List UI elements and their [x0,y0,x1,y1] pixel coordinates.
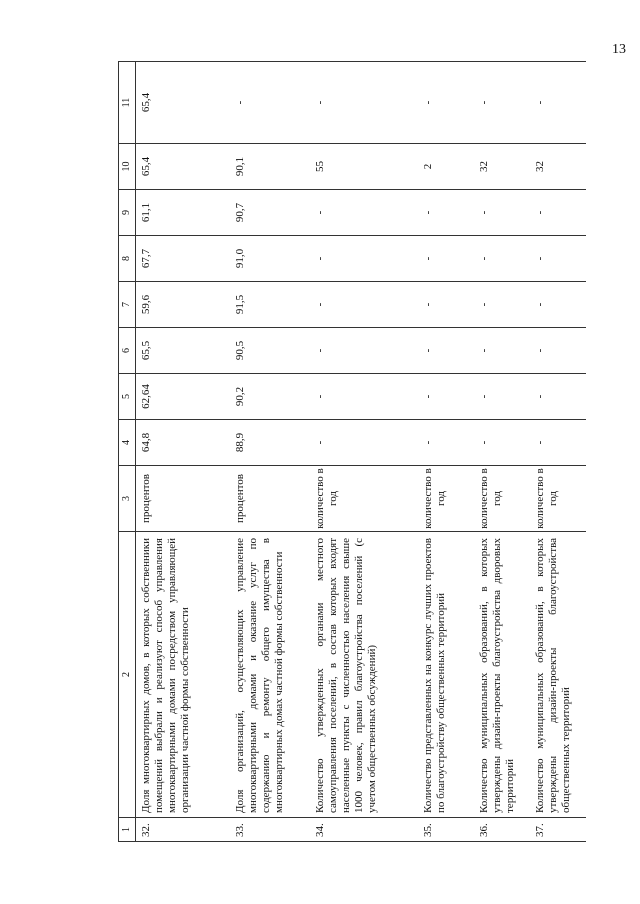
value-cell: - [230,62,310,144]
unit-cell: процентов [230,466,310,532]
indicator-name: Доля многоквартирных домов, в которых собственники помещений выбрали и реализуют способ управления многоквартирными домами посредством управляющей организации частной формы собственности [136,532,230,818]
value-cell: 91,0 [230,236,310,282]
value-cell: - [530,282,586,328]
header-cell: 6 [119,328,136,374]
value-cell: 67,7 [136,236,230,282]
value-cell: 65,4 [136,144,230,190]
header-cell: 9 [119,190,136,236]
table-row [310,62,418,842]
row-number: 33. [230,818,310,842]
indicator-name: Доля организаций, осуществляющих управление многоквартирными домами и оказание услуг по содержанию и ремонту общего имущества в многоквартирных домах частной формы собственности [230,532,310,818]
indicator-name: Количество муниципальных образований, в которых утверждены дизайн-проекты благоустройства дворовых территорий [474,532,530,818]
indicator-name: Количество представленных на конкурс лучших проектов по благоустройству общественных территорий [418,532,474,818]
indicators-table [118,61,586,842]
unit-cell: количество в год [418,466,474,532]
value-cell: - [474,374,530,420]
unit-cell: количество в год [530,466,586,532]
unit-cell: количество в год [310,466,418,532]
value-cell: - [530,420,586,466]
value-cell: 32 [530,144,586,190]
value-cell: - [530,374,586,420]
value-cell: 90,1 [230,144,310,190]
row-number: 37. [530,818,586,842]
table-row [230,62,310,842]
value-cell: 62,64 [136,374,230,420]
value-cell: - [418,62,474,144]
value-cell: 59,6 [136,282,230,328]
row-number: 36. [474,818,530,842]
header-cell: 5 [119,374,136,420]
value-cell: - [310,236,418,282]
value-cell: 61,1 [136,190,230,236]
value-cell: - [418,282,474,328]
unit-cell: количество в год [474,466,530,532]
row-number: 32. [136,818,230,842]
value-cell: - [310,282,418,328]
value-cell: - [310,190,418,236]
value-cell: 91,5 [230,282,310,328]
table-row [136,62,230,842]
value-cell: 32 [474,144,530,190]
header-cell: 1 [119,818,136,842]
value-cell: - [310,420,418,466]
table-row [474,62,530,842]
value-cell: - [418,190,474,236]
value-cell: - [474,236,530,282]
value-cell: 65,5 [136,328,230,374]
value-cell: - [474,190,530,236]
value-cell: 88,9 [230,420,310,466]
header-cell: 11 [119,62,136,144]
header-cell: 8 [119,236,136,282]
header-cell: 4 [119,420,136,466]
table-row [418,62,474,842]
value-cell: - [530,62,586,144]
value-cell: - [418,420,474,466]
value-cell: - [474,328,530,374]
value-cell: 90,2 [230,374,310,420]
header-cell: 10 [119,144,136,190]
table-row [530,62,586,842]
value-cell: - [474,62,530,144]
indicator-name: Количество муниципальных образований, в которых утверждены дизайн-проекты благоустройства общественных территорий [530,532,586,818]
value-cell: - [310,374,418,420]
value-cell: - [530,328,586,374]
value-cell: - [474,420,530,466]
value-cell: 64,8 [136,420,230,466]
page-number: 13 [612,42,626,57]
header-row [119,62,136,842]
value-cell: - [310,62,418,144]
row-number: 34. [310,818,418,842]
value-cell: 55 [310,144,418,190]
value-cell: - [530,236,586,282]
rotated-table-container [118,62,630,842]
unit-cell: процентов [136,466,230,532]
value-cell: 65,4 [136,62,230,144]
value-cell: 90,7 [230,190,310,236]
header-cell: 3 [119,466,136,532]
row-number: 35. [418,818,474,842]
indicator-name: Количество утвержденных органами местного самоуправления поселений, в состав которых входят населенные пункты с численностью населения свыше 1000 человек, правил благоустройства поселений (с учетом общественных обсуждений) [310,532,418,818]
value-cell: - [474,282,530,328]
value-cell: - [418,374,474,420]
value-cell: - [530,190,586,236]
value-cell: - [310,328,418,374]
value-cell: - [418,236,474,282]
value-cell: 90,5 [230,328,310,374]
header-cell: 2 [119,532,136,818]
value-cell: - [418,328,474,374]
value-cell: 2 [418,144,474,190]
header-cell: 7 [119,282,136,328]
